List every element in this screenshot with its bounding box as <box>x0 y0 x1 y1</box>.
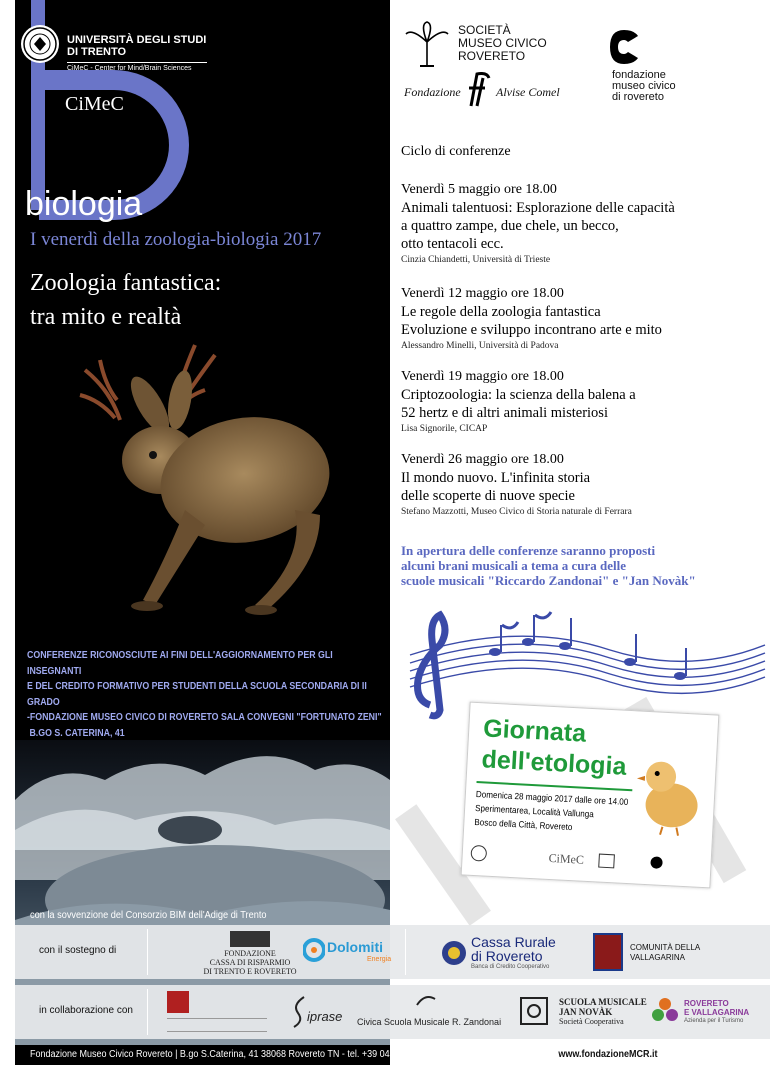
talk-title: delle scoperte di nuove specie <box>401 488 575 504</box>
card-info <box>474 787 629 837</box>
apt-rovereto-icon <box>650 995 680 1025</box>
card-cimec-logo: CiMeC <box>548 850 585 867</box>
societa-line3: ROVERETO <box>458 49 526 63</box>
istituti-comprensivi-lines <box>167 1018 267 1032</box>
biology-word: biologia <box>25 185 143 223</box>
info-line: B.GO S. CATERINA, 41 <box>27 727 125 739</box>
caritro-emblem-icon <box>230 931 270 947</box>
novak-icon <box>520 997 548 1025</box>
societa-tree-icon <box>598 854 615 869</box>
info-line: CONFERENZE RICONOSCIUTE AI FINI DELL'AGGIORNAMENTO PER GLI INSEGNANTI <box>27 650 333 677</box>
talk-date: Venerdì 26 maggio ore 18.00 <box>401 452 564 467</box>
fmcr-line2: museo civico <box>612 80 676 92</box>
societa-line2: MUSEO CIVICO <box>458 36 547 50</box>
music-note <box>401 543 770 588</box>
apt-line1: ROVERETO <box>684 999 729 1008</box>
novak-line2: JAN NOVÀK <box>559 1007 613 1017</box>
sponsor-row-sostegno <box>15 925 770 979</box>
series-title: I venerdì della zoologia-biologia 2017 <box>30 229 322 250</box>
novak-logo <box>559 997 647 1027</box>
cassa-line1: Cassa Rurale <box>471 934 556 950</box>
sostegno-label: con il sostegno di <box>39 945 117 956</box>
talk-title: Il mondo nuovo. L'infinita storia <box>401 470 591 486</box>
footer-contact: Fondazione Museo Civico Rovereto | B.go S.Caterina, 41 38068 Rovereto TN - tel. +39 0464 452 800 - museo@fondazioneMCR.it - <box>30 1049 559 1060</box>
card-info-line2: Sperimentarea, Località Vallunga <box>474 803 594 820</box>
giornata-etologia-card <box>461 702 720 889</box>
societa-logo <box>458 24 547 63</box>
divider <box>147 989 148 1035</box>
apt-rovereto-logo <box>684 999 749 1026</box>
main-title <box>30 266 221 334</box>
chick-illustration <box>632 745 707 839</box>
fmcr-line1: fondazione <box>612 69 666 81</box>
fondazione-comel-left: Fondazione <box>404 85 461 99</box>
caritro-line3: DI TRENTO E ROVERETO <box>203 967 297 976</box>
talk-speaker: Lisa Signorile, CICAP <box>401 424 488 434</box>
novak-line3: Società Cooperativa <box>559 1017 624 1026</box>
card-title <box>481 713 629 782</box>
music-line: scuole musicali "Riccardo Zandonai" e "Jan Novàk" <box>401 573 696 588</box>
main-title-line1: Zoologia fantastica: <box>30 270 222 296</box>
dolomiti-sub: Energia <box>367 956 392 963</box>
divider <box>405 929 406 975</box>
talk-item <box>401 451 770 519</box>
sovvenzione-text: con la sovvenzione del Consorzio BIM dell'Adige di Trento <box>30 910 267 921</box>
talk-title: Evoluzione e sviluppo incontrano arte e mito <box>401 322 662 338</box>
caritro-logo <box>190 931 310 976</box>
divider <box>67 62 207 63</box>
card-title-line1: Giornata <box>482 714 587 748</box>
comunita-line1: COMUNITÀ DELLA <box>630 943 701 952</box>
info-line: -FONDAZIONE MUSEO CIVICO DI ROVERETO SALA CONVEGNI "FORTUNATO ZENI" <box>27 712 382 723</box>
fmcr-logo-icon <box>606 28 642 66</box>
talk-title: Animali talentuosi: Esplorazione delle capacità <box>401 200 675 216</box>
societa-tree-icon <box>402 20 452 68</box>
talk-date: Venerdì 12 maggio ore 18.00 <box>401 286 564 301</box>
sponsor-row-collaborazione <box>15 985 770 1039</box>
university-line2: DI TRENTO <box>67 46 127 58</box>
talk-title: a quattro zampe, due chele, un becco, <box>401 218 619 234</box>
fmcr-line3: di rovereto <box>612 91 664 103</box>
jackalope-illustration <box>55 330 355 630</box>
comunita-logo <box>630 943 700 963</box>
talk-title: 52 hertz e di altri animali misteriosi <box>401 405 608 421</box>
talk-item <box>401 368 770 436</box>
cassa-line2: di Rovereto <box>471 948 543 964</box>
zandonai-icon <box>415 993 437 1007</box>
zandonai-logo: Civica Scuola Musicale R. Zandonai <box>357 1017 502 1027</box>
dolomiti-logo: Dolomiti <box>327 939 383 955</box>
apt-line2: E VALLAGARINA <box>684 1008 750 1017</box>
fmcr-logo <box>612 70 676 103</box>
talk-title: otto tentacoli ecc. <box>401 236 504 252</box>
card-logos <box>470 843 703 879</box>
societa-line1: SOCIETÀ <box>458 23 511 37</box>
talk-item <box>401 285 770 353</box>
info-line: E DEL CREDITO FORMATIVO PER STUDENTI DELLA SCUOLA SECONDARIA DI II GRADO <box>27 681 367 708</box>
collaborazione-label: in collaborazione con <box>39 1005 133 1016</box>
talk-speaker: Stefano Mazzotti, Museo Civico di Storia naturale di Ferrara <box>401 507 632 517</box>
comel-monogram-icon <box>463 72 493 108</box>
talk-speaker: Cinzia Chiandetti, Università di Trieste <box>401 255 551 265</box>
iprase-logo: iprase <box>307 1009 343 1024</box>
divider <box>147 929 148 975</box>
card-title-line2: dell'etologia <box>480 745 628 781</box>
talk-date: Venerdì 19 maggio ore 18.00 <box>401 369 564 384</box>
card-info-line1: Domenica 28 maggio 2017 dalle ore 14.00 <box>475 789 629 808</box>
comunita-crest-icon <box>593 933 623 971</box>
iprase-swirl-icon <box>290 995 308 1029</box>
apt-line3: Azienda per il Turismo <box>684 1018 744 1024</box>
novak-line1: SCUOLA MUSICALE <box>559 997 647 1007</box>
talk-title: Le regole della zoologia fantastica <box>401 304 601 320</box>
talk-title: Criptozoologia: la scienza della balena a <box>401 387 636 403</box>
istituti-comprensivi-icon <box>167 991 189 1013</box>
footer <box>15 1045 770 1065</box>
talk-speaker: Alessandro Minelli, Università di Padova <box>401 341 559 351</box>
cycle-label: Ciclo di conferenze <box>401 144 511 159</box>
music-staff-illustration <box>400 600 770 720</box>
music-line: alcuni brani musicali a tema a cura delle <box>401 558 626 573</box>
fmcr-logo-icon <box>650 856 663 869</box>
talk-date: Venerdì 5 maggio ore 18.00 <box>401 182 557 197</box>
footer-text <box>30 1049 658 1060</box>
caritro-line1: FONDAZIONE <box>224 949 276 958</box>
main-title-line2: tra mito e realtà <box>30 304 182 330</box>
card-info-line3: Bosco della Città, Rovereto <box>474 816 573 833</box>
fondazione-comel-right: Alvise Comel <box>496 85 560 99</box>
cassa-rurale-logo <box>471 935 556 971</box>
caritro-line2: CASSA DI RISPARMIO <box>209 958 291 967</box>
cimec-logo: CiMeC <box>65 93 124 115</box>
music-line: In apertura delle conferenze saranno proposti <box>401 543 656 558</box>
cassa-sub: Banca di Credito Cooperativo <box>471 964 550 970</box>
dolomiti-icon <box>303 935 323 965</box>
footer-website[interactable]: www.fondazioneMCR.it <box>558 1049 658 1060</box>
university-name <box>67 34 217 58</box>
university-line1: UNIVERSITÀ DEGLI STUDI <box>67 34 207 46</box>
university-seal-icon <box>470 845 487 862</box>
talk-item <box>401 181 770 267</box>
cimec-subtitle: CiMeC - Center for Mind/Brain Sciences <box>67 65 192 72</box>
comunita-line2: VALLAGARINA <box>630 953 685 962</box>
university-seal-icon <box>21 25 59 63</box>
left-panel <box>15 0 390 1050</box>
cassa-rurale-icon <box>440 939 468 967</box>
